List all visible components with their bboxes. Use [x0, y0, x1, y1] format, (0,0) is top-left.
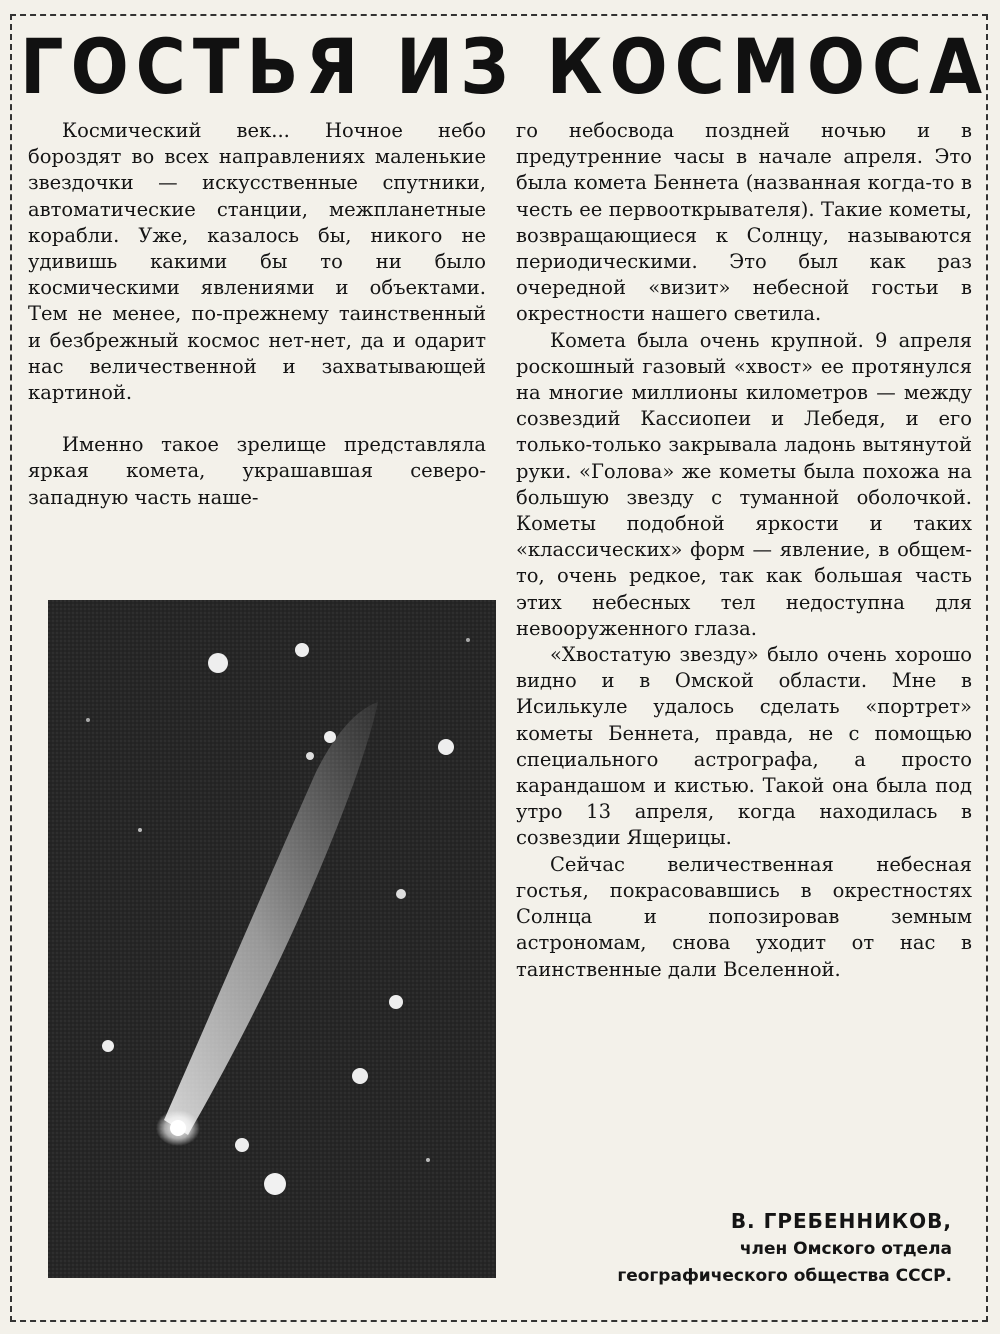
comet-drawing — [48, 600, 496, 1278]
author-role-line2: географического общества СССР. — [617, 1266, 952, 1286]
comet-illustration — [48, 600, 496, 1278]
author-name: В. ГРЕБЕННИКОВ, — [730, 1209, 952, 1233]
star — [138, 828, 142, 832]
author-signature — [492, 1206, 952, 1290]
comet-nucleus — [170, 1120, 186, 1136]
star — [352, 1068, 368, 1084]
star — [264, 1173, 286, 1195]
author-role-line1: член Омского отдела — [739, 1239, 952, 1259]
paragraph-spectacle: Именно такое зрелище представляла яркая комета, украшавшая северо-западную часть наше- — [28, 433, 486, 509]
paragraph-comet-bennett: го небосвода поздней ночью и в предутренние часы в начале апреля. Это была комета Беннета (названная когда-то в честь ее первооткрывателя). Такие кометы, возвращающиеся к Солнцу, называются периодическими. Это был как раз очередной «визит» небесной гостьи в окрестности нашего светила. — [516, 119, 972, 326]
star — [466, 638, 470, 642]
paragraph-intro: Космический век... Ночное небо бороздят во всех направлениях маленькие звездочки — искусственные спутники, автоматические станции, межпланетные корабли. Уже, казалось бы, никого не удивишь какими бы то ни было космическими явлениями и объектами. Тем не менее, по-прежнему таинственный и безбрежный космос нет-нет, да и одарит нас величественной и захватывающей картиной. — [28, 119, 486, 405]
star — [324, 731, 336, 743]
star — [306, 752, 314, 760]
right-column — [516, 118, 972, 983]
left-column — [28, 118, 486, 511]
star — [426, 1158, 430, 1162]
star — [389, 995, 403, 1009]
paragraph-departure: Сейчас величественная небесная гостья, покрасовавшись в окрестностях Солнца и попозировав земным астрономам, снова уходит от нас в таинственные дали Вселенной. — [516, 852, 972, 981]
star — [235, 1138, 249, 1152]
star — [438, 739, 454, 755]
paragraph-omsk-observation: «Хвостатую звезду» было очень хорошо видно и в Омской области. Мне в Исилькуле удалось сделать «портрет» кометы Беннета, правда, не с помощью специального астрографа, а просто карандашом и кистью. Такой она была под утро 13 апреля, когда находилась в созвездии Ящерицы. — [516, 643, 972, 850]
star — [102, 1040, 114, 1052]
article-title: ГОСТЬЯ ИЗ КОСМОСА — [20, 22, 990, 111]
star — [208, 653, 228, 673]
star — [295, 643, 309, 657]
star — [396, 889, 406, 899]
star — [86, 718, 90, 722]
paragraph-comet-size: Комета была очень крупной. 9 апреля роскошный газовый «хвост» ее протянулся на многие миллионы километров — между созвездий Кассиопеи и Лебедя, и его только-только закрывала ладонь вытянутой руки. «Голова» же кометы была похожа на большую звезду с туманной оболочкой. Кометы подобной яркости и таких «классических» форм — явление, в общем-то, очень редкое, так как большая часть этих небесных тел недоступна для невооруженного глаза. — [516, 328, 972, 640]
